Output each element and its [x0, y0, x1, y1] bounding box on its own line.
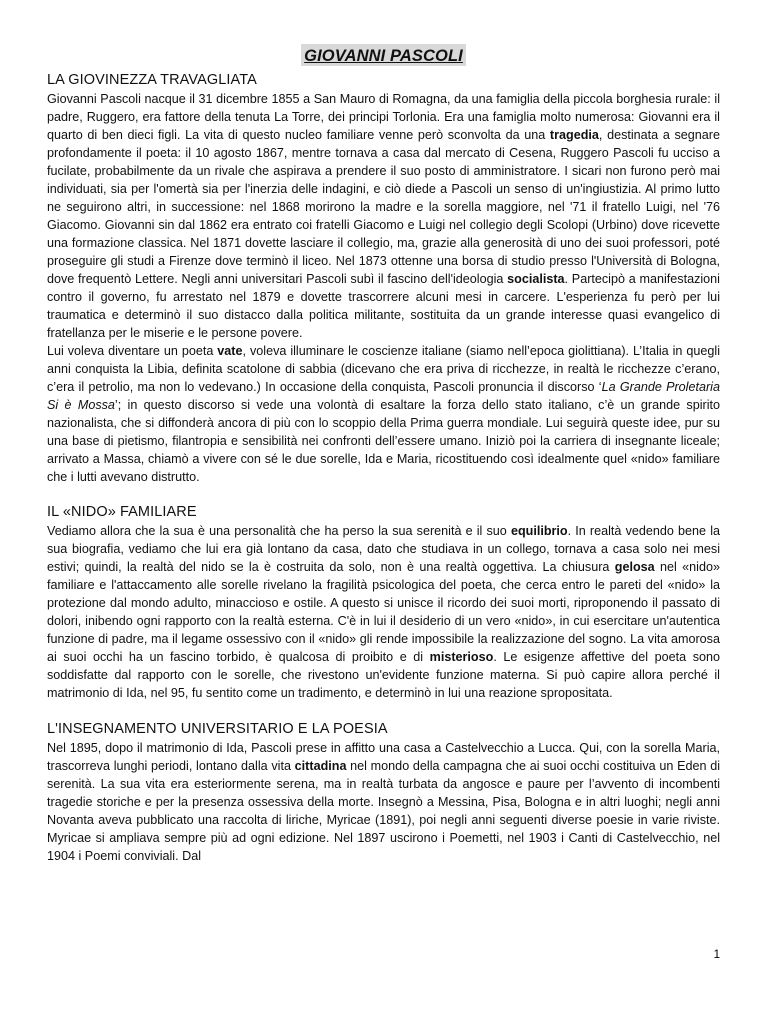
bold-term-gelosa: gelosa	[614, 560, 655, 574]
text-run: nel «nido» familiare e l'attaccamento alle sorelle rivelano la fragilità psicologica del poeta, che cerca entro le pareti del «nido» la protezione dal mondo adulto, minaccioso e ostile. A questo si unisce il ricordo dei suoi morti, riproponendo il passato di dolori, inibendo ogni rapporto con la realtà esterna. C'è in lui il desiderio di un vero «nido», in cui esercitare un'autentica funzione di padre, ma il legame ossessivo con il «nido» gli rende impossibile la realizzazione del sogno. La vita amorosa ai suoi occhi ha un fascino torbido, è qualcosa di proibito e di	[47, 560, 720, 664]
document-title: GIOVANNI PASCOLI	[301, 44, 466, 66]
text-run: . Le esigenze affettive del poeta sono soddisfatte dal rapporto con le sorelle, che rivestono un'evidente funzione materna. Si può capire allora perché il matrimonio di Ida, nel 95, fu sentito come un tradimento, e determinò in lui una reazione spropositata.	[47, 650, 721, 700]
title-wrap	[47, 44, 720, 70]
bold-term-socialista: socialista	[507, 272, 565, 286]
text-run: , destinata a segnare profondamente il poeta: il 10 agosto 1867, mentre tornava a casa dal mercato di Cesena, Ruggero Pascoli fu ucciso a fucilate, probabilmente da un rivale che aspirava a prendere il suo posto di amministratore. I sicari non furono però mai individuati, sia per l'omertà sia per l'inerzia delle indagini, e ciò diede a Pascoli un senso di un'ingiustizia. Al primo lutto ne seguirono altri, in successione: nel 1868 morirono la madre e la sorella maggiore, nel '71 il fratello Luigi, nel '76 Giacomo. Giovanni sin dal 1862 era entrato coi fratelli Giacomo e Luigi nel collegio degli Scolopi (Urbino) dove ricevette una formazione classica. Nel 1871 dovette lasciare il collegio, ma, grazie alla generosità di uno dei suoi professori, poté proseguire gli studi a Firenze dove terminò il liceo. Nel 1873 ottenne una borsa di studio presso l'Università di Bologna, dove frequentò Lettere. Negli anni universitari Pascoli subì il fascino dell'ideologia	[47, 128, 721, 286]
section-heading-insegnamento: L'INSEGNAMENTO UNIVERSITARIO E LA POESIA	[47, 721, 388, 737]
text-run: . Partecipò a manifestazioni contro il governo, fu arrestato nel 1879 e dovette trascorrere alcuni mesi in carcere. L'esperienza fu però per lui traumatica e determinò il suo distacco dalla politica militante, sostituita da un grande interesse quasi evangelico di fratellanza per le miserie e le persone povere.	[47, 272, 720, 340]
text-run: Nel 1895, dopo il matrimonio di Ida, Pascoli prese in affitto una casa a Castelvecchio a Lucca. Qui, con la sorella Maria, trascorreva lunghi periodi, lontano dalla vita	[47, 741, 720, 773]
italic-speech-title: La Grande Proletaria Si è Mossa	[47, 380, 720, 412]
text-run: , voleva illuminare le coscienze italiane (siamo nell’epoca giolittiana). L’Italia in quegli anni conquista la Libia, definita scatolone di sabbia (dicevano che era priva di ricchezze, in realtà le ricchezze c’erano, c’era il petrolio, ma non lo vedevano.) In occasione della conquista, Pascoli pronuncia il discorso ‘	[47, 344, 720, 394]
text-run: ’; in questo discorso si vede una volontà di esaltare la forza dello stato italiano, c’è un grande spirito nazionalista, che si diffonderà ancora di più con lo scoppio della Prima guerra mondiale. Lui seguirà queste idee, pur su una base di pietismo, filantropia e sensibilità nei confronti dell’essere umano. Iniziò poi la carriera di insegnante liceale; arrivato a Massa, chiamò a vivere con sé le due sorelle, Ida e Maria, ricostituendo così idealmente quel «nido» familiare che i lutti avevano distrutto.	[47, 398, 720, 484]
paragraph-giovinezza-2	[47, 342, 720, 486]
section-gap	[47, 702, 720, 719]
bold-term-equilibrio: equilibrio	[510, 524, 568, 538]
paragraph-giovinezza-1	[47, 90, 720, 342]
bold-term-vate: vate	[217, 344, 243, 358]
paragraph-nido-1	[47, 522, 720, 702]
section-heading-giovinezza: LA GIOVINEZZA TRAVAGLIATA	[47, 72, 257, 88]
text-run: Lui voleva diventare un poeta	[47, 344, 218, 358]
bold-term-misterioso: misterioso	[429, 650, 494, 664]
section-heading-nido: IL «NIDO» FAMILIARE	[47, 504, 197, 520]
bold-term-cittadina: cittadina	[294, 759, 347, 773]
paragraph-insegnamento-1	[47, 739, 720, 865]
page-number: 1	[713, 949, 720, 961]
text-run: Giovanni Pascoli nacque il 31 dicembre 1855 a San Mauro di Romagna, da una famiglia della piccola borghesia rurale: il padre, Ruggero, era fattore della tenuta La Torre, dei principi Torlonia. Era una famiglia molto numerosa: Giovanni era il quarto di ben dieci figli. La vita di questo nucleo familiare venne però sconvolta da una	[47, 92, 720, 142]
text-run: . In realtà vedendo bene la sua biografia, vediamo che lui era già lontano da casa, dato che studiava in un collego, tornava a casa solo nei mesi estivi; quindi, la realtà del nido se la è costruita da solo, non è una realtà oggettiva. La chiusura	[47, 524, 720, 574]
text-run: Vediamo allora che la sua è una personalità che ha perso la sua serenità e il suo	[47, 524, 511, 538]
bold-term-tragedia: tragedia	[549, 128, 599, 142]
section-gap	[47, 486, 720, 502]
text-run: nel mondo della campagna che ai suoi occhi costituiva un Eden di serenità. La sua vita era esteriormente serena, ma in realtà turbata da angosce e paure per l’avvento di incombenti tragedie storiche e per la presenza ossessiva della morte. Insegnò a Messina, Pisa, Bologna e in altri luoghi; negli anni Novanta aveva pubblicato una raccolta di liriche, Myricae (1891), poi negli anni seguenti diverse poesie in varie riviste. Myricae si ampliava sempre più ad ogni edizione. Nel 1897 uscirono i Poemetti, nel 1903 i Canti di Castelvecchio, nel 1904 i Poemi conviviali. Dal	[47, 759, 720, 863]
